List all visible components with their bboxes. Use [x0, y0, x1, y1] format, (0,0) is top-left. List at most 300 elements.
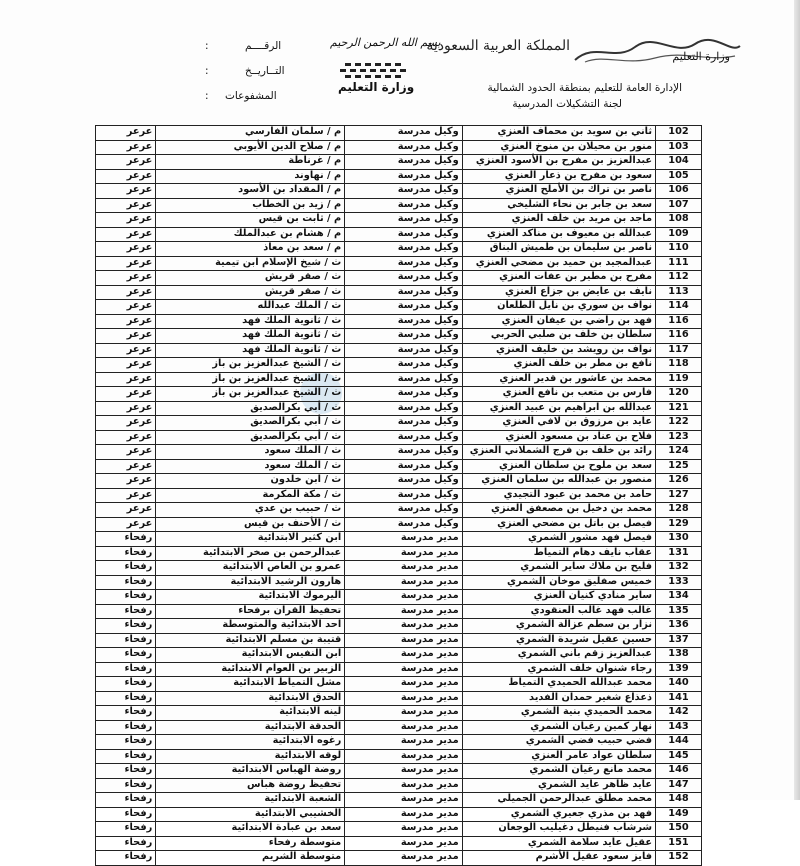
city-name: رفحاء: [96, 575, 156, 590]
school-name: الخشيبي الابتدائية: [156, 807, 345, 822]
table-row: [96, 474, 702, 489]
row-number: 132: [656, 561, 702, 576]
table-row: [96, 488, 702, 503]
city-name: رفحاء: [96, 561, 156, 576]
staff-name: غالب فهد غالب العنقودي: [462, 604, 655, 619]
city-name: عرعر: [96, 256, 156, 271]
row-number: 112: [656, 271, 702, 286]
school-name: عمرو بن العاص الابتدائية: [156, 561, 345, 576]
row-number: 130: [656, 532, 702, 547]
staff-name: شرشاب فنيطل دغيليب الوجعان: [462, 822, 655, 837]
table-row: [96, 691, 702, 706]
row-number: 123: [656, 430, 702, 445]
kingdom-logo-text: المملكة العربية السعودية: [426, 38, 570, 54]
staff-role: وكيل مدرسة: [345, 401, 462, 416]
row-number: 125: [656, 459, 702, 474]
row-number: 106: [656, 184, 702, 199]
moe-logo: [325, 35, 475, 105]
staff-role: مدير مدرسة: [345, 836, 462, 851]
row-number: 128: [656, 503, 702, 518]
row-number: 147: [656, 778, 702, 793]
staff-role: وكيل مدرسة: [345, 169, 462, 184]
staff-name: عبدالعزيز بن مفرح بن الأسود العنزي: [462, 155, 655, 170]
staff-role: مدير مدرسة: [345, 720, 462, 735]
staff-role: وكيل مدرسة: [345, 198, 462, 213]
staff-role: مدير مدرسة: [345, 807, 462, 822]
city-name: رفحاء: [96, 648, 156, 663]
staff-name: عبدالمجيد بن حميد بن مضحي العنزي: [462, 256, 655, 271]
city-name: عرعر: [96, 430, 156, 445]
table-row: [96, 677, 702, 692]
row-number: 145: [656, 749, 702, 764]
city-name: عرعر: [96, 488, 156, 503]
staff-name: سعد بن جابر بن نحاء الشليخي: [462, 198, 655, 213]
city-name: عرعر: [96, 285, 156, 300]
staff-role: وكيل مدرسة: [345, 387, 462, 402]
table-row: [96, 329, 702, 344]
city-name: رفحاء: [96, 691, 156, 706]
table-row: [96, 532, 702, 547]
staff-role: وكيل مدرسة: [345, 314, 462, 329]
table-row: [96, 126, 702, 141]
row-number: 137: [656, 633, 702, 648]
table-row: [96, 735, 702, 750]
table-row: [96, 851, 702, 866]
school-name: ث / ثانوية الملك فهد: [156, 329, 345, 344]
school-name: ث / ثانوية الملك فهد: [156, 314, 345, 329]
table-row: [96, 140, 702, 155]
staff-name: فيصل فهد مشور الشمري: [462, 532, 655, 547]
row-number: 140: [656, 677, 702, 692]
city-name: رفحاء: [96, 532, 156, 547]
row-number: 105: [656, 169, 702, 184]
row-number: 104: [656, 155, 702, 170]
staff-role: وكيل مدرسة: [345, 155, 462, 170]
staff-name: حامد بن محمد بن عبود التجيدي: [462, 488, 655, 503]
row-number: 144: [656, 735, 702, 750]
table-row: [96, 590, 702, 605]
row-number: 127: [656, 488, 702, 503]
school-name: م / نهاوند: [156, 169, 345, 184]
staff-name: رائد بن خلف بن فرج الشملاني العنزي: [462, 445, 655, 460]
staff-role: وكيل مدرسة: [345, 213, 462, 228]
school-name: ابن النفيس الابتدائية: [156, 648, 345, 663]
city-name: عرعر: [96, 227, 156, 242]
table-row: [96, 822, 702, 837]
school-name: م / غرناطة: [156, 155, 345, 170]
staff-role: مدير مدرسة: [345, 851, 462, 866]
city-name: رفحاء: [96, 822, 156, 837]
staff-name: فهد بن راضي بن عيفان العنزي: [462, 314, 655, 329]
table-row: [96, 430, 702, 445]
staff-name: فهد بن مذري جعيري الشمري: [462, 807, 655, 822]
city-name: رفحاء: [96, 836, 156, 851]
staff-role: وكيل مدرسة: [345, 416, 462, 431]
city-name: رفحاء: [96, 807, 156, 822]
city-name: رفحاء: [96, 590, 156, 605]
city-name: رفحاء: [96, 778, 156, 793]
city-name: عرعر: [96, 372, 156, 387]
staff-name: محمد مانع رغيان الشمري: [462, 764, 655, 779]
staff-name: نواف بن سوري بن نايل الطلعان: [462, 300, 655, 315]
school-name: ث / صقر قريش: [156, 271, 345, 286]
city-name: رفحاء: [96, 619, 156, 634]
city-name: عرعر: [96, 184, 156, 199]
city-name: رفحاء: [96, 764, 156, 779]
city-name: عرعر: [96, 387, 156, 402]
staff-role: وكيل مدرسة: [345, 285, 462, 300]
staff-role: وكيل مدرسة: [345, 256, 462, 271]
staff-role: مدير مدرسة: [345, 648, 462, 663]
school-name: م / سعد بن معاذ: [156, 242, 345, 257]
school-name: الحدقة الابتدائية: [156, 720, 345, 735]
city-name: رفحاء: [96, 677, 156, 692]
row-number: 116: [656, 314, 702, 329]
table-row: [96, 706, 702, 721]
school-name: ث / أبي بكرالصديق: [156, 416, 345, 431]
table-row: [96, 242, 702, 257]
school-name: ث / أبي بكرالصديق: [156, 401, 345, 416]
staff-name: ثاني بن سويد بن محماف العنزي: [462, 126, 655, 141]
table-row: [96, 546, 702, 561]
row-number: 120: [656, 387, 702, 402]
staff-role: مدير مدرسة: [345, 590, 462, 605]
attachments-colon: :: [205, 90, 209, 102]
table-row: [96, 604, 702, 619]
staff-name: فليح بن ملاك ساير الشمري: [462, 561, 655, 576]
city-name: رفحاء: [96, 735, 156, 750]
city-name: رفحاء: [96, 851, 156, 866]
staff-name: خميس صفليق موخان الشمري: [462, 575, 655, 590]
staff-name: محمد الحميدي بنية الشمري: [462, 706, 655, 721]
city-name: عرعر: [96, 140, 156, 155]
staff-name: سلطان بن خلف بن صلبي الحربي: [462, 329, 655, 344]
staff-role: وكيل مدرسة: [345, 140, 462, 155]
table-row: [96, 619, 702, 634]
staff-name: ماجد بن مريد بن خلف العنزي: [462, 213, 655, 228]
school-name: م / ثابت بن قيس: [156, 213, 345, 228]
staff-role: مدير مدرسة: [345, 706, 462, 721]
city-name: عرعر: [96, 242, 156, 257]
row-number: 109: [656, 227, 702, 242]
staff-role: مدير مدرسة: [345, 633, 462, 648]
staff-role: وكيل مدرسة: [345, 126, 462, 141]
staff-name: حسين عقيل شريدة الشمري: [462, 633, 655, 648]
school-name: متوسطة رفحاء: [156, 836, 345, 851]
staff-role: وكيل مدرسة: [345, 372, 462, 387]
table-row: [96, 184, 702, 199]
staff-name: فايز سعود عقيل الأشرم: [462, 851, 655, 866]
row-number: 126: [656, 474, 702, 489]
staff-role: مدير مدرسة: [345, 662, 462, 677]
staff-role: مدير مدرسة: [345, 764, 462, 779]
table-row: [96, 401, 702, 416]
city-name: رفحاء: [96, 749, 156, 764]
school-name: ث / شيخ الإسلام ابن تيمية: [156, 256, 345, 271]
staff-name: مفرح بن مطير بن عفات العنزي: [462, 271, 655, 286]
row-number: 124: [656, 445, 702, 460]
row-number: 134: [656, 590, 702, 605]
staff-name: سعد بن ملوح بن سلطان العنزي: [462, 459, 655, 474]
staff-name: ناصر بن سليمان بن طميش البناق: [462, 242, 655, 257]
row-number: 111: [656, 256, 702, 271]
letterhead: [0, 0, 800, 122]
moe-name: وزارة التعليم: [338, 80, 415, 94]
school-name: م / سلمان الفارسي: [156, 126, 345, 141]
staff-role: وكيل مدرسة: [345, 358, 462, 373]
city-name: رفحاء: [96, 662, 156, 677]
staff-role: مدير مدرسة: [345, 546, 462, 561]
staff-name: عقاب نايف دهام التمياط: [462, 546, 655, 561]
row-number: 131: [656, 546, 702, 561]
school-name: لوقه الابتدائية: [156, 749, 345, 764]
school-name: اليرموك الابتدائية: [156, 590, 345, 605]
school-name: مشل التمياط الابتدائية: [156, 677, 345, 692]
school-name: سعد بن عبادة الابتدائية: [156, 822, 345, 837]
school-name: ث / مكة المكرمة: [156, 488, 345, 503]
table-row: [96, 662, 702, 677]
city-name: عرعر: [96, 213, 156, 228]
staff-name: ساير منادي كنيان العنزي: [462, 590, 655, 605]
city-name: رفحاء: [96, 720, 156, 735]
staff-name: منور بن محيلان بن منوخ العنزي: [462, 140, 655, 155]
staff-role: مدير مدرسة: [345, 619, 462, 634]
table-row: [96, 227, 702, 242]
school-name: لينه الابتدائية: [156, 706, 345, 721]
staff-roster-table: [95, 125, 702, 866]
row-number: 129: [656, 517, 702, 532]
staff-name: عايد ظاهر عايد الشمري: [462, 778, 655, 793]
table-row: [96, 561, 702, 576]
staff-name: محمد بن عاشور بن قدير العنزي: [462, 372, 655, 387]
table-row: [96, 503, 702, 518]
table-row: [96, 256, 702, 271]
table-row: [96, 372, 702, 387]
staff-name: نافع بن مطر بن خلف العنزي: [462, 358, 655, 373]
staff-name: ذعذاع شغير حمدان الفديد: [462, 691, 655, 706]
table-row: [96, 778, 702, 793]
school-name: عبدالرحمن بن صخر الابتدائية: [156, 546, 345, 561]
staff-role: وكيل مدرسة: [345, 227, 462, 242]
school-name: م / زيد بن الخطاب: [156, 198, 345, 213]
ministry-subtitle: وزارة التعليم: [672, 50, 730, 63]
row-number: 122: [656, 416, 702, 431]
city-name: عرعر: [96, 198, 156, 213]
school-name: ث / الملك سعود: [156, 459, 345, 474]
staff-role: وكيل مدرسة: [345, 445, 462, 460]
staff-role: وكيل مدرسة: [345, 271, 462, 286]
staff-role: وكيل مدرسة: [345, 517, 462, 532]
table-row: [96, 300, 702, 315]
table-row: [96, 459, 702, 474]
table-row: [96, 445, 702, 460]
city-name: عرعر: [96, 474, 156, 489]
school-name: ث / حبيب بن عدي: [156, 503, 345, 518]
school-name: روضة الهباس الابتدائية: [156, 764, 345, 779]
staff-name: محمد بن دخيل بن مصعفق العنزي: [462, 503, 655, 518]
staff-name: فضي حبيب فضي الشمري: [462, 735, 655, 750]
city-name: عرعر: [96, 126, 156, 141]
staff-role: مدير مدرسة: [345, 532, 462, 547]
row-number: 119: [656, 372, 702, 387]
table-row: [96, 517, 702, 532]
school-name: ث / الملك سعود: [156, 445, 345, 460]
staff-role: وكيل مدرسة: [345, 459, 462, 474]
school-name: ث / الشيخ عبدالعزيز بن باز: [156, 358, 345, 373]
city-name: رفحاء: [96, 604, 156, 619]
staff-name: منصور بن عبدالله بن سلمان العنزي: [462, 474, 655, 489]
table-row: [96, 575, 702, 590]
staff-role: مدير مدرسة: [345, 691, 462, 706]
attachments-label: المشفوعات: [225, 90, 277, 102]
number-colon: :: [205, 40, 209, 52]
school-name: ث / الأحنف بن قيس: [156, 517, 345, 532]
staff-role: وكيل مدرسة: [345, 430, 462, 445]
city-name: عرعر: [96, 401, 156, 416]
row-number: 149: [656, 807, 702, 822]
row-number: 139: [656, 662, 702, 677]
staff-role: مدير مدرسة: [345, 735, 462, 750]
staff-role: وكيل مدرسة: [345, 488, 462, 503]
table-row: [96, 720, 702, 735]
table-row: [96, 387, 702, 402]
staff-name: عبدالله بن ابراهيم بن عبيد العنزي: [462, 401, 655, 416]
school-name: رغوه الابتدائية: [156, 735, 345, 750]
staff-name: سلطان عواد عامر العنزي: [462, 749, 655, 764]
staff-role: مدير مدرسة: [345, 822, 462, 837]
roster-body: [96, 126, 702, 866]
table-row: [96, 836, 702, 851]
staff-name: عبدالعزيز زقم باني الشمري: [462, 648, 655, 663]
row-number: 143: [656, 720, 702, 735]
row-number: 110: [656, 242, 702, 257]
city-name: عرعر: [96, 314, 156, 329]
row-number: 107: [656, 198, 702, 213]
table-row: [96, 155, 702, 170]
number-label: الرقــــم: [245, 40, 282, 52]
staff-role: مدير مدرسة: [345, 561, 462, 576]
staff-name: نزار بن سطم عزالة الشمري: [462, 619, 655, 634]
staff-name: ناصر بن تراك بن الأملح العنزي: [462, 184, 655, 199]
table-row: [96, 285, 702, 300]
school-name: متوسطة الشريم: [156, 851, 345, 866]
table-row: [96, 169, 702, 184]
city-name: عرعر: [96, 517, 156, 532]
staff-name: نواف بن رويشد بن خليف العنزي: [462, 343, 655, 358]
staff-role: وكيل مدرسة: [345, 343, 462, 358]
school-name: الحدق الابتدائية: [156, 691, 345, 706]
staff-role: مدير مدرسة: [345, 677, 462, 692]
staff-role: وكيل مدرسة: [345, 184, 462, 199]
school-name: ث / صقر قريش: [156, 285, 345, 300]
table-row: [96, 198, 702, 213]
staff-role: وكيل مدرسة: [345, 329, 462, 344]
row-number: 121: [656, 401, 702, 416]
row-number: 116: [656, 329, 702, 344]
row-number: 117: [656, 343, 702, 358]
city-name: عرعر: [96, 300, 156, 315]
school-name: ث / الشيخ عبدالعزيز بن باز: [156, 372, 345, 387]
city-name: عرعر: [96, 155, 156, 170]
staff-role: مدير مدرسة: [345, 604, 462, 619]
table-row: [96, 749, 702, 764]
school-name: احد الابتدائية والمتوسطة: [156, 619, 345, 634]
row-number: 148: [656, 793, 702, 808]
staff-name: فارس بن متعب بن نافع العنزي: [462, 387, 655, 402]
staff-name: رجاء شنوان خلف الشمري: [462, 662, 655, 677]
date-colon: :: [205, 65, 209, 77]
staff-name: محمد مطلق عبدالرحمن الجميلي: [462, 793, 655, 808]
table-row: [96, 764, 702, 779]
city-name: رفحاء: [96, 793, 156, 808]
row-number: 141: [656, 691, 702, 706]
school-name: تحفيظ القران برفحاء: [156, 604, 345, 619]
staff-role: مدير مدرسة: [345, 793, 462, 808]
school-name: م / هشام بن عبدالملك: [156, 227, 345, 242]
school-name: هارون الرشيد الابتدائية: [156, 575, 345, 590]
row-number: 118: [656, 358, 702, 373]
table-row: [96, 271, 702, 286]
staff-name: عايد بن مرزوق بن لافي العنزي: [462, 416, 655, 431]
row-number: 135: [656, 604, 702, 619]
row-number: 108: [656, 213, 702, 228]
staff-name: نايف بن عايض بن جزاع العنزي: [462, 285, 655, 300]
school-name: ث / ابن خلدون: [156, 474, 345, 489]
row-number: 138: [656, 648, 702, 663]
city-name: عرعر: [96, 169, 156, 184]
school-name: الشعبة الابتدائية: [156, 793, 345, 808]
table-row: [96, 793, 702, 808]
row-number: 151: [656, 836, 702, 851]
row-number: 102: [656, 126, 702, 141]
staff-name: فلاح بن عناد بن مسعود العنزي: [462, 430, 655, 445]
staff-name: محمد عبدالله الحميدي التمياط: [462, 677, 655, 692]
scan-edge: [794, 0, 800, 800]
admin-line-2: لجنة التشكيلات المدرسية: [512, 98, 622, 110]
table-row: [96, 807, 702, 822]
city-name: رفحاء: [96, 706, 156, 721]
row-number: 146: [656, 764, 702, 779]
staff-role: وكيل مدرسة: [345, 242, 462, 257]
city-name: عرعر: [96, 271, 156, 286]
staff-role: وكيل مدرسة: [345, 474, 462, 489]
table-row: [96, 343, 702, 358]
city-name: عرعر: [96, 416, 156, 431]
row-number: 114: [656, 300, 702, 315]
staff-role: مدير مدرسة: [345, 749, 462, 764]
staff-name: فيصل بن باتل بن مضحي العنزي: [462, 517, 655, 532]
school-name: الزبير بن العوام الابتدائية: [156, 662, 345, 677]
staff-name: عقيل عايد سلامة الشمري: [462, 836, 655, 851]
date-label: التــاريــخ: [245, 65, 285, 77]
table-row: [96, 416, 702, 431]
school-name: ث / الشيخ عبدالعزيز بن باز: [156, 387, 345, 402]
school-name: ث / ثانوية الملك فهد: [156, 343, 345, 358]
table-row: [96, 314, 702, 329]
city-name: عرعر: [96, 503, 156, 518]
school-name: قتيبة بن مسلم الابتدائية: [156, 633, 345, 648]
staff-name: نهار كمين رغيان الشمري: [462, 720, 655, 735]
staff-name: سعود بن مفرح بن ذعار العنزي: [462, 169, 655, 184]
city-name: عرعر: [96, 343, 156, 358]
city-name: عرعر: [96, 445, 156, 460]
row-number: 150: [656, 822, 702, 837]
row-number: 133: [656, 575, 702, 590]
city-name: عرعر: [96, 459, 156, 474]
table-row: [96, 213, 702, 228]
city-name: رفحاء: [96, 633, 156, 648]
school-name: م / صلاح الدين الأيوبي: [156, 140, 345, 155]
